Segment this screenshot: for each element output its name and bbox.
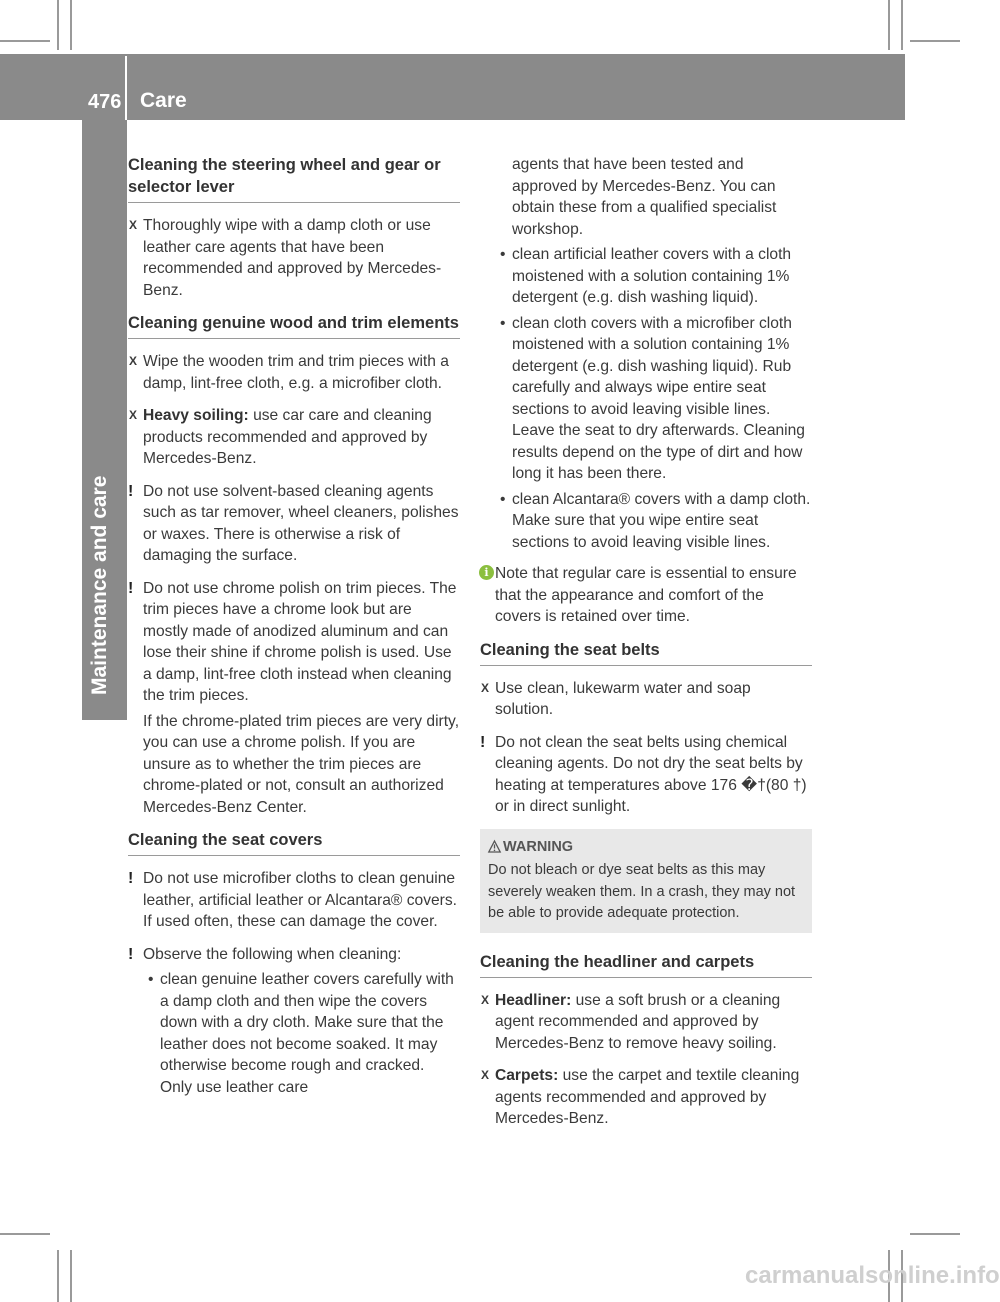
header-bar <box>0 54 905 120</box>
exclamation-icon: ! <box>128 579 134 597</box>
warning-heading: WARNING <box>488 837 804 859</box>
step-item: X Heavy soiling: use car care and cleaning products recommended and approved by Mercedes-Benz. <box>129 407 432 467</box>
page-number: 476 <box>88 91 122 113</box>
section-heading: Cleaning the steering wheel and gear or selector lever <box>128 154 460 203</box>
crop-mark <box>0 40 50 42</box>
bullet-icon: • <box>500 246 506 263</box>
step-item: X Headliner: use a soft brush or a cleaning agent recommended and approved by Mercedes-Benz to remove heavy soiling. <box>481 991 781 1052</box>
bullet-icon: • <box>148 971 154 988</box>
exclamation-icon: ! <box>128 482 134 500</box>
right-column <box>480 154 812 1141</box>
warning-triangle-icon <box>488 840 501 853</box>
list-item: • clean cloth covers with a microfiber cloth moistened with a solution containing 1% detergent (e.g. dish washing liquid). Rub carefully and always wipe entire seat sections to avoid leaving visible lines. Leave the seat to dry afterwards. Cleaning results depend on the type of dirt and how long it has been there. <box>500 314 805 482</box>
caution-note: ! Do not use chrome polish on trim pieces. The trim pieces have a chrome look but are mostly made of anodized aluminum and can lose their shine if chrome polish is used. Use a damp, lint-free cloth instead when cleaning the trim pieces. <box>128 579 457 704</box>
section-heading: Cleaning the seat covers <box>128 829 460 856</box>
left-column <box>128 154 460 1098</box>
warning-text: Do not bleach or dye seat belts as this may severely weaken them. In a crash, they may not be able to provide adequate protection. <box>488 862 796 921</box>
exclamation-icon: ! <box>128 945 134 963</box>
step-item: X Thoroughly wipe with a damp cloth or use leather care agents that have been recommended and approved by Mercedes-Benz. <box>129 217 442 299</box>
caution-note: ! Do not use solvent-based cleaning agents such as tar remover, wheel cleaners, polishes or waxes. There is otherwise a risk of damaging the surface. <box>128 482 459 564</box>
step-marker-icon: X <box>481 680 490 695</box>
info-icon: i <box>479 565 494 580</box>
caution-note-continued: If the chrome-plated trim pieces are very dirty, you can use a chrome polish. If you are unsure as to whether the trim pieces are chrome-plated or not, consult an authorized Mercedes-Benz Center. <box>143 712 460 816</box>
crop-mark <box>0 1233 50 1235</box>
step-item: X Carpets: use the carpet and textile cleaning agents recommended and approved by Mercedes-Benz. <box>481 1067 800 1127</box>
bullet-icon: • <box>500 490 506 508</box>
crop-mark <box>910 40 960 42</box>
warning-box <box>480 829 812 933</box>
list-item-continued: agents that have been tested and approved by Mercedes-Benz. You can obtain these from a qualified specialist workshop. <box>512 156 777 238</box>
exclamation-icon: ! <box>480 733 486 751</box>
step-marker-icon: X <box>129 408 138 422</box>
caution-note: ! Do not clean the seat belts using chemical cleaning agents. Do not dry the seat belts by heating at temperatures above 176 �†(80 †) or in direct sunlight. <box>480 733 807 815</box>
header-divider <box>125 56 127 120</box>
info-note: i Note that regular care is essential to ensure that the appearance and comfort of the covers is retained over time. <box>480 563 812 628</box>
bullet-icon: • <box>500 314 506 332</box>
crop-mark <box>910 1233 960 1235</box>
crop-mark <box>57 0 59 50</box>
caution-note: ! Do not use microfiber cloths to clean genuine leather, artificial leather or Alcantara® covers. If used often, these can damage the cover. <box>128 870 457 930</box>
step-item: X Use clean, lukewarm water and soap solution. <box>481 679 751 718</box>
step-marker-icon: X <box>481 992 490 1007</box>
step-item: X Wipe the wooden trim and trim pieces with a damp, lint-free cloth, e.g. a microfiber cloth. <box>129 353 449 392</box>
step-marker-icon: X <box>481 1068 490 1082</box>
section-heading: Cleaning genuine wood and trim elements <box>128 312 460 339</box>
side-chapter-label: Maintenance and care <box>88 475 111 695</box>
crop-mark <box>70 0 72 50</box>
section-heading: Cleaning the seat belts <box>480 639 812 666</box>
step-marker-icon: X <box>129 354 138 368</box>
crop-mark <box>901 0 903 50</box>
caution-note: ! Observe the following when cleaning: <box>128 944 460 966</box>
exclamation-icon: ! <box>128 870 134 887</box>
list-item: • clean Alcantara® covers with a damp cloth. Make sure that you wipe entire seat sections to avoid leaving visible lines. <box>500 490 811 551</box>
step-marker-icon: X <box>129 218 138 232</box>
list-item: • clean genuine leather covers carefully with a damp cloth and then wipe the covers down with a dry cloth. Make sure that the leather does not become soaked. It may otherwise become rough and cracked. Only use leather care <box>148 971 454 1096</box>
crop-mark <box>888 0 890 50</box>
list-item: • clean artificial leather covers with a cloth moistened with a solution containing 1% detergent (e.g. dish washing liquid). <box>500 246 792 306</box>
crop-mark <box>70 1250 72 1302</box>
watermark: carmanualsonline.info <box>745 1262 1000 1289</box>
header-title: Care <box>140 89 187 112</box>
section-heading: Cleaning the headliner and carpets <box>480 951 812 978</box>
crop-mark <box>57 1250 59 1302</box>
